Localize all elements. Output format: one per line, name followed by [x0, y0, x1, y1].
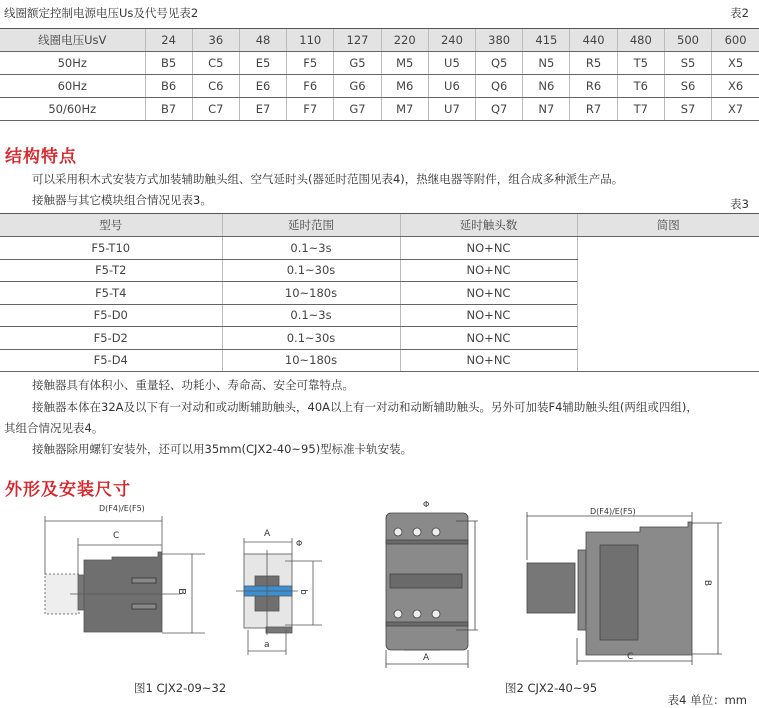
header-cell: 600: [712, 29, 759, 52]
header-cell: 380: [476, 29, 523, 52]
table-cell: S5: [664, 52, 711, 75]
section-dimensions-title: 外形及安装尺寸: [5, 480, 131, 500]
header-cell: 延时范围: [222, 214, 400, 237]
fig2-caption: 图2 CJX2-40~95: [505, 681, 598, 695]
fig1-dim-b-small: b: [297, 589, 308, 595]
table-cell: S6: [664, 75, 711, 98]
table-cell: F5-D2: [0, 327, 222, 350]
structure-paragraph-1: 可以采用积木式安装方式加装辅助触头组、空气延时头(器延时范围见表4)，热继电器等附件，组合成多种派生产品。: [32, 172, 624, 186]
table-cell: Q6: [476, 75, 523, 98]
fig1-dim-phi: Φ: [296, 539, 303, 548]
table-row: [0, 75, 759, 98]
header-cell: 36: [192, 29, 239, 52]
fig2-dim-phi: Φ: [423, 500, 430, 509]
fig1-dim-b: B: [175, 588, 187, 595]
table-cell: F5-D4: [0, 349, 222, 372]
table-cell: M7: [381, 98, 428, 121]
table-cell: X5: [712, 52, 759, 75]
header-cell: 110: [287, 29, 334, 52]
table-cell: Q5: [476, 52, 523, 75]
table-cell: 0.1~3s: [222, 304, 400, 327]
table-cell: N5: [523, 52, 570, 75]
table4-unit-label: 表4 单位：mm: [667, 693, 747, 707]
table-cell: B5: [145, 52, 192, 75]
table-cell: C5: [192, 52, 239, 75]
table-cell: NO+NC: [400, 282, 577, 305]
fig1-dim-A: A: [264, 529, 271, 539]
table-cell: U6: [428, 75, 475, 98]
header-cell: 型号: [0, 214, 222, 237]
table-row: [0, 237, 759, 260]
coil-voltage-table: [0, 28, 759, 121]
table-cell: 50/60Hz: [0, 98, 145, 121]
note-1: 接触器具有体积小、重量轻、功耗小、寿命高、安全可靠特点。: [32, 378, 354, 392]
table-cell: T7: [617, 98, 664, 121]
table2-label: 表2: [730, 6, 749, 20]
table-cell: R7: [570, 98, 617, 121]
table-cell: 50Hz: [0, 52, 145, 75]
header-cell: 220: [381, 29, 428, 52]
fig1-dim-c: C: [113, 531, 120, 541]
table3-label: 表3: [730, 197, 749, 211]
fig2-front-view: [386, 513, 478, 668]
table-row: [0, 52, 759, 75]
header-cell: 24: [145, 29, 192, 52]
table-cell: U7: [428, 98, 475, 121]
module-combination-table: [0, 213, 759, 372]
fig1-side-view: [45, 516, 205, 633]
table-cell: G7: [334, 98, 381, 121]
table-cell: NO+NC: [400, 259, 577, 282]
fig2-dim-b: B: [702, 579, 713, 587]
fig2-side-view: [527, 512, 722, 665]
table-cell: 60Hz: [0, 75, 145, 98]
table-cell: F7: [287, 98, 334, 121]
fig1-dim-d: D(F4)/E(F5): [99, 504, 145, 513]
table-cell: F5: [287, 52, 334, 75]
fig2-dim-A: A: [423, 653, 430, 663]
header-cell: 240: [428, 29, 475, 52]
header-cell: 48: [239, 29, 286, 52]
table-cell: F5-T2: [0, 259, 222, 282]
header-cell: 线圈电压UsV: [0, 29, 145, 52]
table-cell: E7: [239, 98, 286, 121]
table-cell: NO+NC: [400, 237, 577, 260]
table2-title: 线圈额定控制电源电压Us及代号见表2: [4, 6, 199, 20]
table-cell: Q7: [476, 98, 523, 121]
table-cell: E5: [239, 52, 286, 75]
table-row: [0, 98, 759, 121]
header-cell: 500: [664, 29, 711, 52]
table-cell: F5-D0: [0, 304, 222, 327]
table-cell: 10~180s: [222, 282, 400, 305]
table-cell: G5: [334, 52, 381, 75]
header-cell: 415: [523, 29, 570, 52]
table-cell: 0.1~30s: [222, 259, 400, 282]
table-cell: F5-T10: [0, 237, 222, 260]
table-cell: U5: [428, 52, 475, 75]
fig1-front-view: [236, 538, 322, 655]
table-cell: NO+NC: [400, 327, 577, 350]
table-cell: T6: [617, 75, 664, 98]
fig1-caption: 图1 CJX2-09~32: [134, 681, 227, 695]
table-cell: R5: [570, 52, 617, 75]
table-cell: B7: [145, 98, 192, 121]
header-cell: 简图: [577, 214, 759, 237]
table-cell: NO+NC: [400, 304, 577, 327]
section-structure-title: 结构特点: [5, 147, 77, 167]
diagram-cell: [577, 237, 759, 372]
table-cell: X6: [712, 75, 759, 98]
table-cell: G6: [334, 75, 381, 98]
fig2-dim-c: C: [627, 652, 634, 662]
table-cell: F5-T4: [0, 282, 222, 305]
table-cell: S7: [664, 98, 711, 121]
note-2b: 其组合情况见表4。: [4, 421, 104, 435]
table-cell: NO+NC: [400, 349, 577, 372]
table-cell: T5: [617, 52, 664, 75]
fig2-dim-d: D(F4)/E(F5): [590, 507, 636, 516]
table-cell: 10~180s: [222, 349, 400, 372]
header-cell: 延时触头数: [400, 214, 577, 237]
structure-paragraph-2: 接触器与其它模块组合情况见表3。: [32, 193, 212, 207]
table-cell: 0.1~30s: [222, 327, 400, 350]
table-cell: M5: [381, 52, 428, 75]
table-cell: C7: [192, 98, 239, 121]
dimension-drawings: [0, 480, 759, 708]
table-cell: C6: [192, 75, 239, 98]
table-cell: 0.1~3s: [222, 237, 400, 260]
table-cell: M6: [381, 75, 428, 98]
table-cell: B6: [145, 75, 192, 98]
table-cell: X7: [712, 98, 759, 121]
header-cell: 440: [570, 29, 617, 52]
note-2a: 接触器本体在32A及以下有一对动和或动断辅助触头，40A以上有一对动和动断辅助触头。另外可加装F4辅助触头组(两组或四组)，: [32, 400, 698, 414]
header-cell: 127: [334, 29, 381, 52]
table-cell: E6: [239, 75, 286, 98]
table-cell: N7: [523, 98, 570, 121]
fig1-dim-a: a: [264, 640, 270, 650]
note-3: 接触器除用螺钉安装外，还可以用35mm(CJX2-40~95)型标准卡轨安装。: [32, 442, 413, 456]
table-cell: R6: [570, 75, 617, 98]
header-cell: 480: [617, 29, 664, 52]
table-cell: N6: [523, 75, 570, 98]
table-cell: F6: [287, 75, 334, 98]
